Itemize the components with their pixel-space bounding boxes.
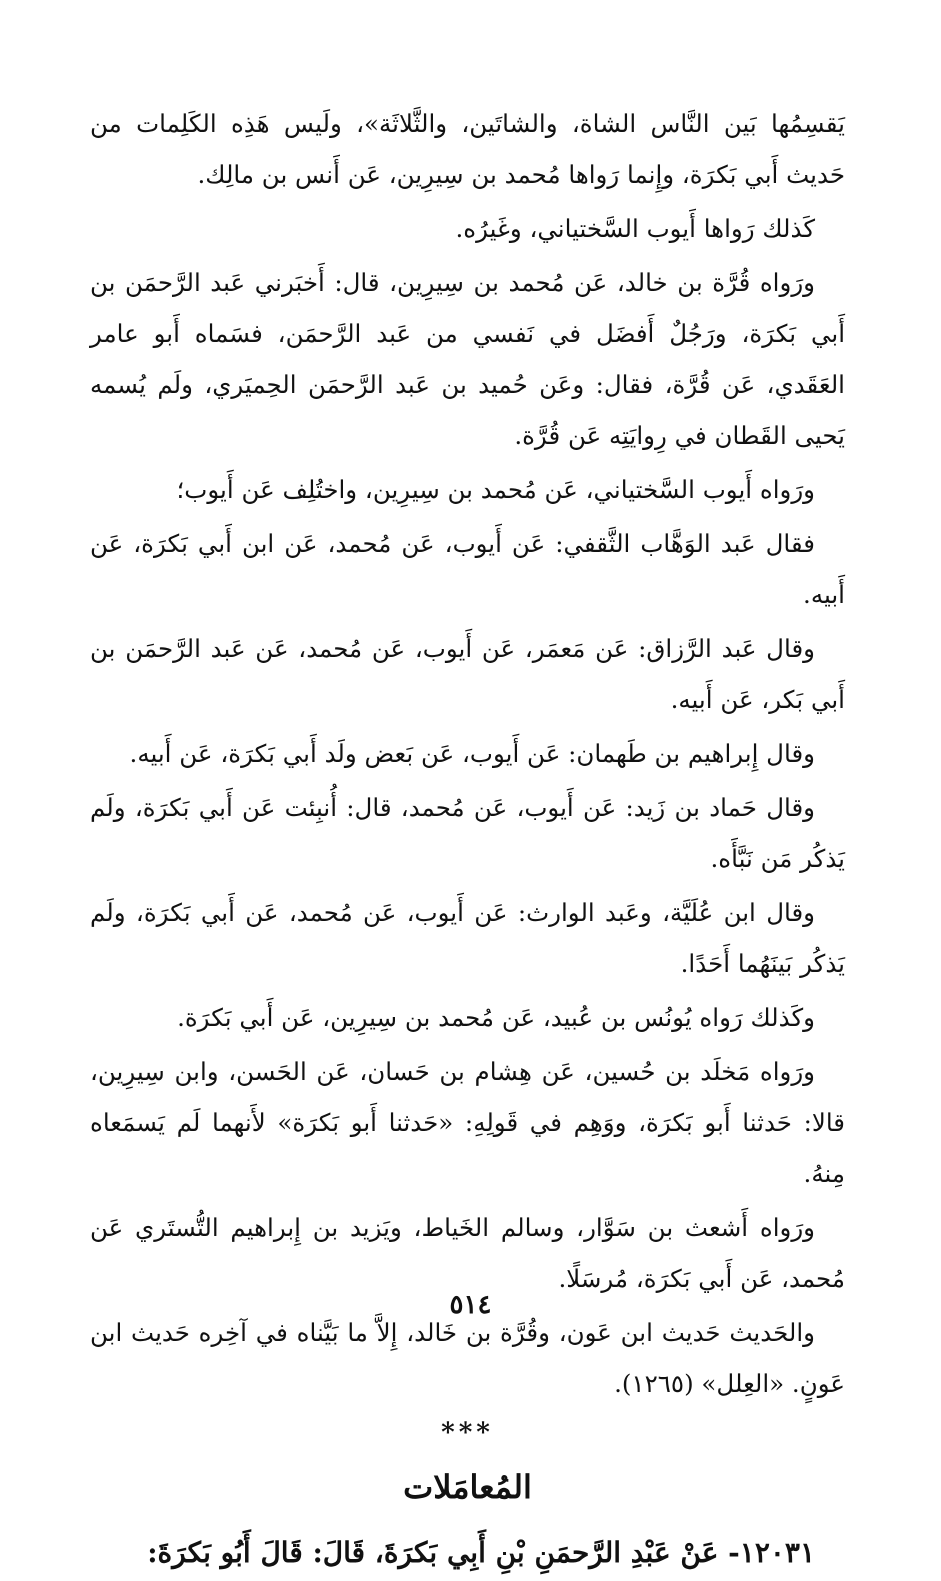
paragraph: ورَواه أَيوب السَّختياني، عَن مُحمد بن سِيرِين، واختُلِف عَن أَيوب؛ [176,475,815,504]
paragraph: يَقسِمُها بَين النَّاس الشاة، والشاتَين، والثَّلاثَة»، ولَيس هَذِه الكَلِمات من حَديث أَبي بَكرَة، وإِنما رَواها مُحمد بن سِيرِين، عَن أَنس بن مالِك. [90,109,845,189]
paragraph: فقال عَبد الوَهَّاب الثَّقفي: عَن أَيوب، عَن مُحمد، عَن ابن أَبي بَكرَة، عَن أَبيه. [90,529,845,609]
page-body [90,98,845,1581]
paragraph: وقال ابن عُلَيَّة، وعَبد الوارث: عَن أَيوب، عَن مُحمد، عَن أَبي بَكرَة، ولَم يَذكُر بَينَهُما أَحَدًا. [90,898,845,978]
paragraph: وكَذلك رَواه يُونُس بن عُبيد، عَن مُحمد بن سِيرِين، عَن أَبي بَكرَة. [177,1003,815,1032]
paragraph: ورَواه مَخلَد بن حُسين، عَن هِشام بن حَسان، عَن الحَسن، وابن سِيرِين، قالا: حَدثنا أَبو بَكرَة، ووَهِم في قَولِهِ: «حَدثنا أَبو بَكرَة» لأَنهما لَم يَسمَعاه مِنهُ. [90,1057,845,1188]
section-divider: *** [441,1418,494,1448]
paragraph: والحَديث حَديث ابن عَون، وقُرَّة بن خَالد، إِلاَّ ما بَيَّناه في آخِره حَديث ابن عَونٍ. «العِلل» (١٢٦٥). [90,1318,845,1398]
paragraph: كَذلك رَواها أَيوب السَّختياني، وغَيرُه. [455,214,815,243]
hadith-heading: ١٢٠٣١- عَنْ عَبْدِ الرَّحمَنِ بْنِ أَبِي بَكرَةَ، قَالَ: قَالَ أَبُو بَكرَةَ: [147,1536,815,1569]
paragraph: وقال إِبراهيم بن طَهمان: عَن أَيوب، عَن بَعض ولَد أَبي بَكرَة، عَن أَبيه. [129,739,815,768]
paragraph: ورَواه قُرَّة بن خالد، عَن مُحمد بن سِيرِين، قال: أَخبَرني عَبد الرَّحمَن بن أَبي بَكرَة، ورَجُلٌ أَفضَل في نَفسي من عَبد الرَّحمَن، فسَماه أَبو عامر العَقَدي، عَن قُرَّة، فقال: وعَن حُميد بن عَبد الرَّحمَن الحِميَري، ولَم يُسمه يَحيى القَطان في رِوايَتِه عَن قُرَّة. [90,268,845,450]
section-title: المُعامَلات [403,1468,532,1506]
paragraph: وقال حَماد بن زَيد: عَن أَيوب، عَن مُحمد، قال: أُنبِئت عَن أَبي بَكرَة، ولَم يَذكُر مَن نَبَّأَه. [90,793,845,873]
paragraph: ورَواه أَشعث بن سَوَّار، وسالم الخَياط، ويَزيد بن إِبراهيم التُّستَري عَن مُحمد، عَن أَبي بَكرَة، مُرسَلًا. [90,1213,845,1293]
paragraph: وقال عَبد الرَّزاق: عَن مَعمَر، عَن أَيوب، عَن مُحمد، عَن عَبد الرَّحمَن بن أَبي بَكر، عَن أَبيه. [90,634,845,714]
page-number: ٥١٤ [449,1290,492,1320]
